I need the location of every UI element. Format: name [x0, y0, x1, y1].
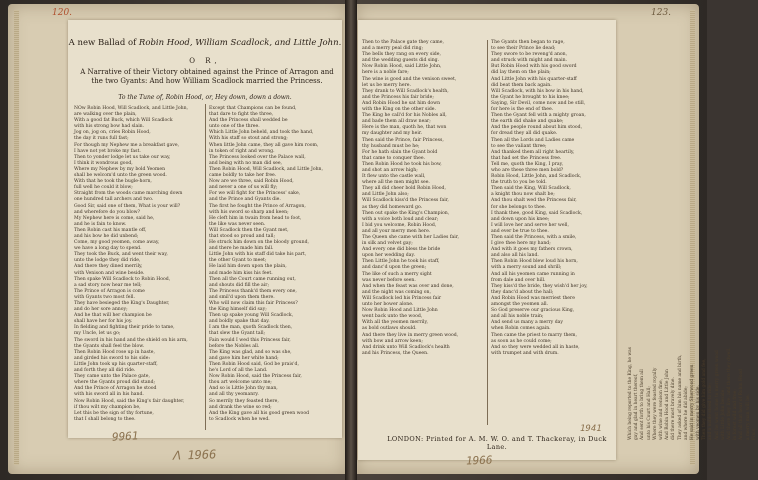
verse-line: So merrily they feasted there,	[209, 398, 279, 404]
verse-line: was never before seen.	[362, 277, 416, 283]
verse-line: Except that Champions can be found,	[209, 106, 297, 111]
verse-line: as soon as he could come;	[491, 338, 552, 344]
verse-line: and a merry peal did ring;	[362, 46, 424, 52]
verse-line: the day it runs full fast;	[74, 136, 129, 142]
verse-line: With his staff so stout and strong;	[209, 136, 288, 142]
verse-line: For we will fight for the Princess' sake,	[209, 191, 301, 197]
ballad-subtitle: A Narrative of their Victory obtained against the Prince of Arragon and the two Gyants: And how William Scadlock married the Princess.	[80, 68, 334, 85]
verse-line: if thou wilt my champion be,	[74, 404, 141, 410]
verse-line: and ever be true to thee.	[491, 228, 549, 234]
verse-line: Now are we three, said Robin Hood,	[209, 179, 294, 185]
verse-line: For he hath slain the Gyant bold	[362, 149, 438, 155]
verse-line: Now Robin Hood and Little John	[362, 308, 438, 314]
left-verse-column-a	[74, 106, 202, 429]
verse-line: Then all the Lords and Ladies came	[491, 137, 575, 143]
verse-line: the Gyants shall feel the blow.	[74, 343, 145, 349]
verse-line: But Robin Hood with his good sword	[491, 64, 577, 70]
verse-line: Then Robin cast his mantle off,	[74, 227, 147, 233]
verse-line: that I shall belong to thee.	[74, 416, 136, 422]
verse-line: And the Prince of Arragon he stood	[74, 386, 157, 392]
verse-line: and drank the wine so red;	[209, 404, 272, 410]
verse-line: They drank to Will Scadlock's health,	[362, 88, 449, 94]
verse-line: They have besieged the King's Daughter,	[74, 301, 170, 306]
verse-line: They kiss'd the bride, they wish'd her joy,	[491, 283, 588, 289]
verse-line: They swore to be reveng'd anon,	[491, 52, 568, 58]
verse-line: When little John came, they all gave him room,	[209, 142, 319, 148]
verse-line: My Nephew here is come, said he,	[74, 215, 155, 221]
verse-line: Then said the King, Will Scadlock,	[491, 186, 571, 192]
shelf-mark-b: ᐱ 1966	[171, 447, 217, 463]
verse-line: And Robin Hood he sat him down	[362, 100, 441, 106]
verse-line: The bells they rang on every side,	[362, 52, 441, 58]
verse-line: Who will now claim this fair Princess?	[209, 301, 298, 306]
verse-line: and gave him her white hand;	[209, 355, 279, 361]
verse-line: The Princess thank'd them every one,	[209, 288, 297, 294]
verse-line: the Gyant he brought to his knee;	[491, 94, 570, 100]
verse-line: I bid you welcome, Robin Hood,	[362, 222, 437, 228]
verse-line: we have a long day to spend.	[74, 246, 142, 252]
margin-text-line: He said in merry Sherwood green	[689, 364, 695, 440]
verse-line: For though my Nephew me a breakfast gave,	[74, 142, 180, 148]
column-rule-right	[487, 40, 488, 425]
verse-line: I have not yet broke my fast.	[74, 148, 141, 154]
margin-text-line: with Little John beside.	[720, 388, 726, 440]
verse-line: They came unto the Palace gate,	[74, 374, 150, 380]
shelf-mark-c: 1966	[465, 453, 493, 468]
verse-line: With a good fat Buck, which Will Scadlock	[74, 118, 173, 124]
verse-line: and his Princess, the Queen.	[362, 350, 429, 356]
verse-line: and his bow he did unbend;	[74, 233, 139, 239]
verse-line: with his sword all in his hand.	[74, 392, 144, 398]
verse-line: went back unto the wood,	[362, 314, 423, 320]
verse-line: The Gyants then began to rage,	[491, 40, 565, 45]
verse-line: and there he made him fall.	[209, 246, 274, 252]
verse-line: for here is the end of thee.	[491, 107, 554, 113]
verse-line: the earth did shake and quake;	[491, 119, 564, 125]
verse-line: Then said the Prince, fair Princess,	[362, 137, 444, 143]
verse-line: and boldly spake that day.	[209, 319, 270, 325]
margin-text-line: Then they did give him gold and fee,	[702, 358, 708, 440]
verse-line: Good Sir, said one of them, What is your will?	[74, 203, 181, 209]
verse-line: shall be welcom'd unto the green wood.	[74, 173, 167, 179]
ballad-or: O R,	[189, 57, 221, 65]
verse-line: It flew unto the castle wall,	[362, 174, 426, 180]
right-verse-column-b	[491, 40, 613, 430]
verse-line: The first he fought the Prince of Arragon,	[209, 203, 306, 209]
verse-line: Then the Gyant fell with a mighty groan,	[491, 113, 586, 119]
verse-line: full well he could it blow;	[74, 185, 133, 191]
verse-line: And Little John with his quarter-staff	[491, 76, 577, 82]
verse-line: In fielding and fighting their pride to tame,	[74, 325, 175, 331]
verse-line: Now Robin Hood, said the King's fair daughter,	[74, 398, 185, 404]
verse-line: and he is fain to know.	[74, 221, 127, 227]
verse-line: with bow and arrow keen;	[362, 338, 423, 344]
verse-line: With all the yeomen merrily,	[362, 320, 428, 326]
verse-line: and Little John also;	[362, 192, 409, 198]
verse-line: Then up spake young Will Scadlock,	[209, 313, 294, 319]
verse-line: Then Robin Hood he took his bow,	[362, 161, 442, 167]
shelf-mark-a: 9961	[111, 429, 139, 444]
verse-line: the like was never seen.	[209, 221, 266, 227]
verse-line: Robin Hood, Little John, and Scadlock,	[491, 174, 582, 180]
verse-line: Straight from the woods came marching down	[74, 191, 183, 197]
verse-line: amongst the yeomen all.	[491, 302, 549, 308]
verse-line: unto the lodge they did ride,	[74, 258, 141, 264]
verse-line: to Scadlock when he wed.	[209, 416, 270, 422]
verse-line: the truth to you be told.	[491, 180, 547, 186]
verse-line: as they did homeward go.	[362, 204, 423, 210]
verse-line: and do her sore annoy;	[74, 307, 128, 313]
verse-line: to see their Prince lie dead;	[491, 46, 556, 52]
verse-line: one hundred tall archers and two.	[74, 197, 154, 203]
verse-line: And all his yeomen came running in	[491, 271, 575, 277]
verse-line: with his strong bow had slain.	[74, 124, 145, 130]
verse-line: And Robin Hood was merriest there	[491, 295, 575, 301]
verse-line: and all thy yeomanry.	[209, 392, 259, 398]
verse-line: and also all his land.	[491, 253, 539, 259]
verse-line: With that he took the bugle-horn,	[74, 179, 152, 185]
verse-line: Then came the priest to marry them,	[491, 332, 577, 338]
verse-line: The Queen she came with her Ladies fair,	[362, 235, 459, 240]
verse-line: the other Gyant to meet;	[209, 258, 267, 264]
verse-line: did lay them on the plain;	[491, 70, 551, 76]
verse-line: Which Little John beheld, and took the hand,	[209, 130, 314, 136]
verse-line: that stood so proud and tall;	[209, 233, 275, 239]
verse-line: unto one of the three.	[209, 124, 260, 130]
verse-line: Will Scadlock, with his bow in his hand,	[491, 88, 584, 94]
right-verse-column-a	[362, 40, 484, 430]
verse-line: and shot an arrow high;	[362, 167, 418, 173]
verse-line: he's Lord of all the Land.	[209, 368, 268, 374]
verse-line: I will love her and serve her well,	[491, 222, 569, 228]
verse-line: And there they dined merrily,	[74, 264, 143, 270]
ballad-title	[68, 38, 342, 49]
verse-line: and wherefore do you blow?	[74, 209, 140, 215]
shelf-mark-d: 1941	[580, 424, 602, 434]
verse-line: I am the man, quoth Scadlock then,	[209, 325, 293, 331]
left-folio-number: 120.	[52, 8, 73, 18]
verse-line: So God preserve our gracious King,	[491, 308, 575, 314]
verse-line: The King he call'd for his Nobles all,	[362, 113, 447, 119]
verse-line: where the Gyants proud did stand;	[74, 380, 156, 386]
verse-line: where all the men might see.	[362, 180, 430, 186]
ballad-title-pre: A new Ballad of	[68, 38, 139, 48]
verse-line: Then Robin Hood said, God be prais'd,	[209, 361, 299, 367]
verse-line: And the people round about him stood,	[491, 125, 583, 131]
verse-line: Here is the man, quoth he, that won	[362, 125, 447, 131]
verse-line: and the Princess his fair bride;	[362, 94, 434, 100]
verse-line: a sad story now hear me tell;	[74, 282, 142, 288]
margin-text-line: a merry man will be.	[745, 393, 751, 440]
verse-line: Then to the Palace gate they came,	[362, 40, 444, 45]
verse-line: And there they live in merry green wood,	[362, 332, 459, 338]
margin-text-line: Which being reported to the King, he was	[628, 346, 633, 440]
verse-line: and the wedding guests did sing.	[362, 58, 440, 64]
verse-line: as bold outlaws should.	[362, 326, 417, 332]
margin-text-line: They asked of him his name and birth,	[677, 354, 683, 440]
verse-line: Then Robin Hood blew loud his horn,	[491, 259, 578, 265]
verse-line: with Gyants two most fell.	[74, 294, 135, 300]
verse-line: came boldly to take her free.	[209, 173, 277, 179]
verse-line: thy husband must be he;	[362, 143, 420, 149]
verse-line: with the King on the other side.	[362, 107, 436, 113]
verse-line: Jog on, jog on, cries Robin Hood,	[74, 130, 151, 136]
verse-line: And the King gave all his good green wood	[209, 410, 310, 416]
verse-line: with his sword so sharp and keen;	[209, 209, 289, 215]
verse-line: And so is Little John thy man,	[209, 386, 278, 392]
right-folio-number: 123.	[651, 8, 672, 18]
verse-line: let us be merry here.	[362, 82, 411, 88]
ballad-imprint: LONDON: Printed for A. M. W. O. and T. Thackeray, in Duck Lane.	[387, 435, 607, 451]
margin-text-line: gay and glad in heart thereof,	[634, 373, 640, 440]
verse-line: And every one did bless the bride	[362, 247, 441, 253]
verse-line: with a voice both loud and clear;	[362, 216, 439, 222]
verse-line: and struck with might and main.	[491, 58, 568, 64]
verse-line: Will Scadlock led his Princess fair	[362, 295, 442, 301]
verse-line: I give thee here my hand;	[491, 241, 551, 247]
verse-line: that slew the Gyant tall;	[209, 331, 266, 337]
verse-line: Then Robin Hood rose up in haste,	[74, 349, 155, 355]
verse-line: here is a noble fare;	[362, 70, 409, 76]
column-rule-left	[205, 104, 206, 430]
verse-line: and shouts did fill the air;	[209, 282, 270, 288]
verse-line: that dare to fight the three,	[209, 112, 274, 118]
margin-text-line: and where he did abide;	[683, 386, 689, 440]
verse-line: He laid him down upon the plain,	[209, 264, 287, 270]
verse-line: for dread they all did quake.	[491, 131, 558, 137]
verse-line: I think it wondrous good,	[74, 160, 133, 166]
margin-text-line: and a noble steed to ride;	[708, 383, 714, 440]
verse-line: and being with no man did see,	[209, 160, 283, 166]
verse-line: did beat them back again.	[491, 82, 552, 88]
verse-line: upon her wedding day.	[362, 253, 415, 259]
left-page-edges	[14, 10, 19, 465]
verse-line: And send us many a merry day	[491, 320, 563, 326]
verse-line: Will Scadlock kiss'd the Princess fair,	[362, 198, 449, 204]
margin-text-line: And there they live, and there they dwell,	[727, 347, 732, 440]
verse-line: that came to conquer thee.	[362, 155, 426, 161]
verse-line: and made him kiss his feet.	[209, 270, 273, 276]
verse-line: He cleft him in twain from head to foot,	[209, 215, 302, 221]
margin-text-line: Finis.	[751, 427, 757, 440]
margin-text-line: Where they were feasted royally	[652, 367, 658, 440]
verse-line: with trumpet and with drum.	[491, 350, 559, 356]
verse-line: and danc'd upon the green;	[362, 265, 427, 271]
verse-line: for she belongs to thee.	[491, 204, 547, 210]
verse-line: And he that will her champion be	[74, 313, 152, 319]
book-gutter	[345, 0, 357, 480]
verse-line: Come, my good yeomen, come away,	[74, 240, 160, 246]
verse-line: Then to yonder lodge let us take our way,	[74, 154, 171, 160]
ballad-tune: To the Tune of, Robin Hood, or, Hey down, down a down.	[118, 94, 292, 101]
margin-text-line: with yeomen by his side.	[696, 385, 702, 440]
verse-line: my daughter and my heir.	[362, 131, 422, 137]
verse-line: before the Nobles all.	[209, 343, 260, 349]
verse-line: when Robin comes again.	[491, 326, 551, 332]
verse-line: Then spake Will Scadlock to Robin Hood,	[74, 276, 171, 282]
verse-line: are walking over the plain,	[74, 112, 137, 118]
verse-line: and down upon his knee;	[491, 216, 550, 222]
verse-line: Fain would I wed this Princess fair,	[209, 337, 291, 343]
verse-line: my Uncle, let us go;	[74, 331, 121, 337]
verse-line: they danc'd about the hall;	[491, 289, 554, 295]
verse-line: and bade them all draw near;	[362, 119, 431, 125]
verse-line: And thou shalt wed the Princess fair,	[491, 198, 577, 204]
verse-line: a knight thou now shalt be;	[491, 192, 555, 198]
margin-text-line: And sent forth to bring them all	[640, 369, 646, 440]
verse-line: who are these three men bold?	[491, 167, 564, 173]
verse-line: Let this be the sign of thy fortune,	[74, 410, 154, 416]
margin-text-line: did there most bravely dine.	[671, 377, 677, 440]
verse-line: shall have her for his joy.	[74, 319, 133, 325]
margin-text-line: with wine and venison fine,	[658, 379, 664, 440]
verse-line: Little John took up his quarter-staff,	[74, 361, 158, 367]
verse-line: NOw Robin Hood, Will Scadlock, and Little John,	[74, 106, 188, 111]
verse-line: They took the Buck, and went their way,	[74, 252, 168, 258]
verse-line: Saying, Sir Devil, come now and be still,	[491, 100, 586, 106]
verse-line: The Prince of Arragon is come	[74, 288, 145, 294]
verse-line: from dale and over hill.	[491, 277, 546, 283]
verse-line: The wine is good and the venison sweet,	[362, 76, 457, 82]
verse-line: thou art welcome unto me;	[209, 380, 272, 386]
verse-line: And when the feast was over and done,	[362, 283, 454, 289]
verse-line: and girded his sword to his side:	[74, 355, 151, 361]
verse-line: Tell me, quoth the King, I pray,	[491, 161, 564, 167]
verse-line: They all did cheer bold Robin Hood,	[362, 186, 446, 192]
margin-text-line: And he went home to merry green wood	[714, 350, 720, 440]
verse-line: and the night was coming on,	[362, 289, 431, 295]
verse-line: with a merry sound and shrill;	[491, 265, 562, 271]
verse-line: Then out spake the King's Champion,	[362, 210, 450, 216]
margin-text-line: And all that hear of Robin Hood	[739, 369, 745, 440]
verse-line: He struck him down on the bloody ground,	[209, 240, 309, 246]
verse-line: Then Robin Hood, Will Scadlock, and Little John,	[209, 166, 323, 172]
verse-line: Then all the Court came running out,	[209, 276, 296, 282]
verse-line: I thank thee, good King, said Scadlock,	[491, 210, 583, 216]
verse-line: Then said the Princess, with a smile,	[491, 235, 577, 240]
verse-line: And the Princess shall wedded be	[209, 118, 288, 124]
verse-line: that had set the Princess free.	[491, 155, 562, 161]
verse-line: and smil'd upon them there.	[209, 294, 275, 300]
verse-line: The King was glad, and so was she,	[209, 349, 292, 355]
verse-line: And drink unto Will Scadlock's health	[362, 344, 450, 350]
verse-line: to see the valiant three;	[491, 143, 547, 149]
verse-line: Then Little John he took his staff,	[362, 259, 440, 265]
verse-line: and forth they all did ride.	[74, 368, 136, 374]
verse-line: in token of right and wrong.	[209, 148, 275, 154]
margin-text-line: And Robin Hood and Little John	[665, 369, 671, 440]
verse-line: and all your merry men here.	[362, 228, 431, 234]
verse-line: with Venison and wine beside.	[74, 270, 145, 276]
verse-line: Now Robin Hood, said Little John,	[362, 64, 442, 70]
verse-line: And thanked them all right heartily,	[491, 149, 575, 155]
verse-line: and the Prince and Gyants die.	[209, 197, 281, 203]
ballad-title-names: Robin Hood, William Scadlock, and Little John.	[138, 38, 342, 48]
verse-line: Where my Nephew by my bold Yeomen	[74, 166, 166, 172]
verse-line: Little John with his staff did take his part,	[209, 252, 307, 258]
margin-text-line: unto his Court and Hall;	[646, 386, 652, 440]
verse-line: the King himself did say;	[209, 307, 267, 313]
verse-line: and never a one of us will fly;	[209, 185, 278, 191]
margin-text-line: in forest wild and free;	[733, 389, 739, 440]
verse-line: and all his noble train;	[491, 314, 544, 320]
verse-line: The like of such a merry sight	[362, 271, 432, 277]
verse-line: The sword in his hand and the shield on his arm,	[74, 337, 188, 343]
verse-line: The Princess looked over the Palace wall,	[209, 154, 306, 160]
verse-line: Will Scadlock then the Gyant met,	[209, 227, 289, 233]
left-verse-column-b	[209, 106, 339, 429]
verse-line: unto her bower alone.	[362, 302, 414, 308]
verse-line: And with it goes my fathers crown,	[491, 247, 573, 253]
verse-line: in silk and velvet gay;	[362, 241, 413, 247]
verse-line: Now Robin Hood, said the Princess fair,	[209, 374, 302, 380]
verse-line: And so they were wedded all in haste,	[491, 344, 580, 350]
rotated-margin-text	[628, 30, 758, 440]
